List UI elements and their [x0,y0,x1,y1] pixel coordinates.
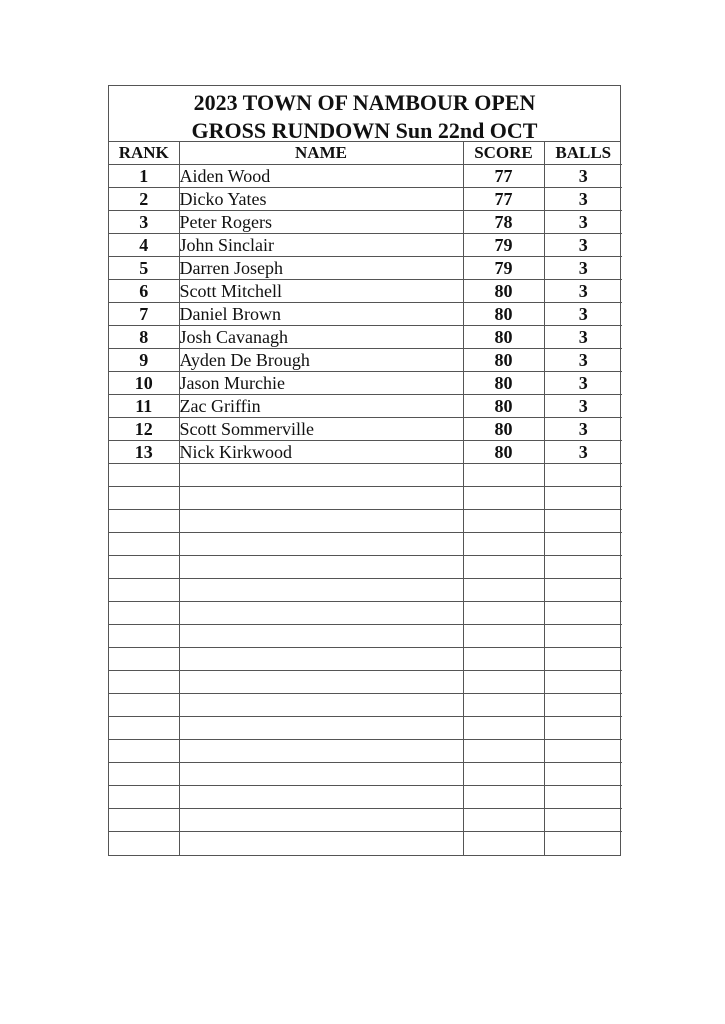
table-row [109,257,622,280]
empty-row [109,694,622,717]
score-header: SCORE [463,142,544,165]
empty-score-cell [463,464,544,487]
empty-name-cell [179,533,463,556]
table-row [109,441,622,464]
empty-balls-cell [544,671,622,694]
empty-score-cell [463,625,544,648]
name-cell: Daniel Brown [179,303,463,326]
document-subtitle: GROSS RUNDOWN Sun 22nd OCT [191,118,538,143]
empty-score-cell [463,671,544,694]
empty-score-cell [463,487,544,510]
rundown-sheet [108,85,621,856]
empty-score-cell [463,786,544,809]
name-cell: Scott Mitchell [179,280,463,303]
rank-cell: 5 [109,257,179,280]
name-cell: Zac Griffin [179,395,463,418]
table-row [109,418,622,441]
empty-rank-cell [109,671,179,694]
rank-cell: 4 [109,234,179,257]
score-cell: 78 [463,211,544,234]
rank-cell: 6 [109,280,179,303]
empty-score-cell [463,556,544,579]
empty-name-cell [179,625,463,648]
balls-cell: 3 [544,280,622,303]
empty-name-cell [179,694,463,717]
empty-balls-cell [544,694,622,717]
rank-cell: 9 [109,349,179,372]
empty-balls-cell [544,763,622,786]
balls-cell: 3 [544,165,622,188]
empty-rank-cell [109,556,179,579]
empty-balls-cell [544,510,622,533]
empty-balls-cell [544,740,622,763]
balls-cell: 3 [544,257,622,280]
empty-row [109,717,622,740]
balls-cell: 3 [544,188,622,211]
empty-name-cell [179,832,463,855]
title-block [109,86,620,142]
rank-cell: 11 [109,395,179,418]
name-cell: Nick Kirkwood [179,441,463,464]
score-cell: 77 [463,188,544,211]
empty-rank-cell [109,717,179,740]
empty-balls-cell [544,464,622,487]
score-cell: 80 [463,418,544,441]
rank-cell: 10 [109,372,179,395]
score-cell: 80 [463,326,544,349]
name-cell: Scott Sommerville [179,418,463,441]
empty-score-cell [463,832,544,855]
empty-row [109,786,622,809]
rank-header: RANK [118,143,169,162]
empty-row [109,487,622,510]
rank-cell: 8 [109,326,179,349]
rank-cell: 1 [109,165,179,188]
empty-name-cell [179,648,463,671]
empty-row [109,579,622,602]
empty-balls-cell [544,625,622,648]
empty-balls-cell [544,602,622,625]
score-cell: 77 [463,165,544,188]
empty-score-cell [463,740,544,763]
empty-rank-cell [109,487,179,510]
score-cell: 80 [463,441,544,464]
balls-cell: 3 [544,211,622,234]
balls-cell: 3 [544,441,622,464]
empty-name-cell [179,809,463,832]
empty-name-cell [179,763,463,786]
empty-row [109,648,622,671]
score-cell: 79 [463,257,544,280]
name-cell: Jason Murchie [179,372,463,395]
empty-row [109,809,622,832]
empty-score-cell [463,717,544,740]
table-row [109,188,622,211]
score-cell: 79 [463,234,544,257]
empty-row [109,464,622,487]
table-row [109,280,622,303]
empty-row [109,602,622,625]
score-cell: 80 [463,349,544,372]
empty-balls-cell [544,832,622,855]
table-row [109,326,622,349]
empty-name-cell [179,579,463,602]
rundown-table [109,142,622,855]
empty-row [109,556,622,579]
balls-cell: 3 [544,349,622,372]
empty-rank-cell [109,464,179,487]
empty-balls-cell [544,579,622,602]
header-row [109,142,622,165]
table-row [109,234,622,257]
empty-row [109,625,622,648]
empty-rank-cell [109,579,179,602]
table-row [109,303,622,326]
empty-balls-cell [544,556,622,579]
empty-row [109,510,622,533]
name-cell: Peter Rogers [179,211,463,234]
empty-balls-cell [544,809,622,832]
empty-balls-cell [544,648,622,671]
rank-cell: 3 [109,211,179,234]
empty-name-cell [179,786,463,809]
empty-score-cell [463,579,544,602]
name-cell: Aiden Wood [179,165,463,188]
score-cell: 80 [463,303,544,326]
balls-cell: 3 [544,395,622,418]
empty-name-cell [179,464,463,487]
empty-score-cell [463,602,544,625]
empty-rank-cell [109,740,179,763]
empty-name-cell [179,556,463,579]
empty-rank-cell [109,648,179,671]
balls-cell: 3 [544,372,622,395]
name-cell: Darren Joseph [179,257,463,280]
balls-header: BALLS [544,142,622,165]
score-cell: 80 [463,395,544,418]
empty-rank-cell [109,786,179,809]
score-cell: 80 [463,280,544,303]
empty-score-cell [463,533,544,556]
empty-row [109,533,622,556]
balls-cell: 3 [544,303,622,326]
rank-cell: 13 [109,441,179,464]
empty-rank-cell [109,602,179,625]
empty-balls-cell [544,533,622,556]
balls-cell: 3 [544,418,622,441]
table-body [109,165,622,855]
name-cell: John Sinclair [179,234,463,257]
empty-name-cell [179,717,463,740]
empty-rank-cell [109,832,179,855]
empty-balls-cell [544,487,622,510]
empty-row [109,740,622,763]
empty-score-cell [463,763,544,786]
table-row [109,395,622,418]
empty-score-cell [463,648,544,671]
empty-name-cell [179,671,463,694]
empty-name-cell [179,510,463,533]
empty-name-cell [179,602,463,625]
empty-score-cell [463,809,544,832]
document-title: 2023 TOWN OF NAMBOUR OPEN [193,90,536,115]
rank-cell: 12 [109,418,179,441]
score-cell: 80 [463,372,544,395]
empty-rank-cell [109,533,179,556]
name-cell: Ayden De Brough [179,349,463,372]
empty-balls-cell [544,717,622,740]
empty-rank-cell [109,694,179,717]
rank-cell: 7 [109,303,179,326]
table-row [109,372,622,395]
name-header: NAME [179,142,463,165]
empty-score-cell [463,510,544,533]
empty-row [109,671,622,694]
balls-cell: 3 [544,234,622,257]
empty-rank-cell [109,809,179,832]
table-row [109,211,622,234]
empty-balls-cell [544,786,622,809]
empty-name-cell [179,740,463,763]
table-row [109,349,622,372]
empty-name-cell [179,487,463,510]
name-cell: Dicko Yates [179,188,463,211]
empty-rank-cell [109,763,179,786]
empty-row [109,832,622,855]
empty-row [109,763,622,786]
table-row [109,165,622,188]
empty-rank-cell [109,510,179,533]
name-cell: Josh Cavanagh [179,326,463,349]
rank-cell: 2 [109,188,179,211]
balls-cell: 3 [544,326,622,349]
empty-rank-cell [109,625,179,648]
empty-score-cell [463,694,544,717]
